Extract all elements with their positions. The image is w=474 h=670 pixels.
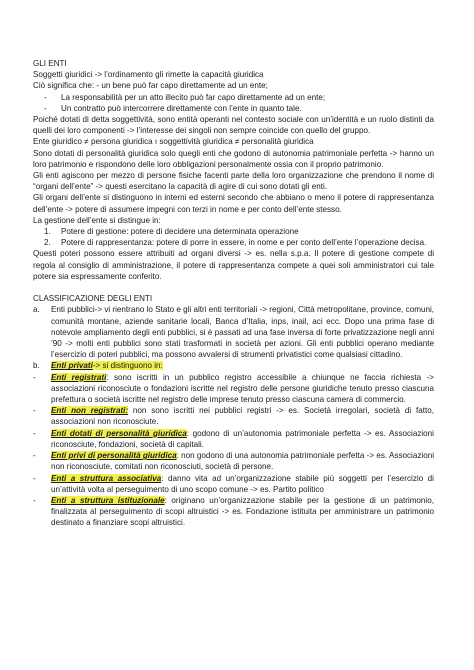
paragraph: Poiché dotati di detta soggettività, sono entità operanti nel contesto sociale con un’identità e un ruolo distinti da quelli dei loro componenti -> l’interesse dei singoli non sempre coincide con quello del gruppo. [33, 115, 434, 136]
list-item [33, 92, 434, 103]
list-marker: b. [33, 361, 40, 371]
list-text: Potere di gestione: potere di decidere una determinata operazione [61, 227, 299, 237]
term: Enti dotati di personalità giuridica [51, 428, 187, 438]
list-marker: - [33, 428, 36, 438]
paragraph: Ente giuridico ≠ persona giuridica ı soggettività giuridica ≠ personalità giuridica [33, 137, 314, 147]
list-marker: - [33, 406, 36, 416]
list-text: Potere di rappresentanza: potere di porre in essere, in nome e per conto dell’ente l’operazione decisa. [61, 238, 427, 248]
term-description: : non godono di una autonomia patrimoniale perfetta -> es. Associazioni non riconosciute, comitati non riconosciuti, società di persone. [51, 451, 434, 472]
term-description: : sono iscritti in un pubblico registro accessibile a chiunque ne faccia richiesta -> associazioni riconosciute o fondazioni iscritte nel registro delle persone giuridiche tenuto presso ciascuna prefettura o società iscritte nel registro delle imprese tenuto presso ciascuna camera di commercio. [51, 372, 435, 405]
term: Enti registrati [51, 372, 107, 382]
term-description: : originano un’organizzazione stabile per la gestione di un patrimonio, finalizzata al perseguimento di scopi altruistici -> es. Fondazione istituita per amministrare un patrimonio destinato a finanziare scopi altruistici. [51, 495, 434, 528]
dash-item [33, 405, 434, 427]
term-description: non sono iscritti nei pubblici registri -> es. Società irregolari, società di fatto, associazioni non riconosciute. [51, 406, 434, 427]
list-marker: 2. [44, 238, 51, 248]
list-marker: - [33, 495, 36, 505]
list-marker: - [33, 473, 36, 483]
term: Enti a struttura associativa [51, 473, 162, 483]
paragraph: Sono dotati di personalità giuridica solo quegli enti che godono di autonomia patrimoniale perfetta -> hanno un loro patrimonio e rispondono delle loro obbligazioni personalmente ossia con il proprio patrimonio. [33, 148, 434, 169]
section-heading: CLASSIFICAZIONE DEGLI ENTI [33, 294, 153, 304]
list-marker: - [33, 451, 36, 461]
numbered-item [33, 226, 434, 237]
dash-item [33, 428, 434, 450]
list-marker: 1. [44, 227, 51, 237]
dash-item [33, 450, 434, 472]
section-heading: GLI ENTI [33, 59, 67, 68]
list-item [33, 103, 434, 114]
list-text: La responsabilità per un atto illecito può far capo direttamente ad un ente; [61, 92, 326, 102]
list-marker: - [33, 372, 36, 382]
term: Enti a struttura istituzionale [51, 495, 165, 505]
paragraph: Gli organi dell’ente si distinguono in interni ed esterni secondo che abbiano o meno il potere di rappresentanza dell’ente -> potere di assumere impegni con terzi in nome e per conto dell’ente stesso. [33, 193, 434, 214]
term-description: : godono di un’autonomia patrimoniale perfetta -> es. Associazioni riconosciute, fondazioni, società di capitali. [51, 428, 434, 449]
paragraph: Soggetti giuridici -> l’ordinamento gli rimette la capacità giuridica [33, 70, 264, 80]
dash-item [33, 372, 434, 406]
highlighted-text [51, 361, 163, 370]
term-description: -> si distinguono in: [92, 361, 163, 371]
paragraph: Ciò significa che: - un bene può far capo direttamente ad un ente; [33, 81, 268, 91]
term: Enti non registrati: [51, 406, 129, 416]
term-description: : danno vita ad un’organizzazione stabile più soggetti per l’esercizio di un’attività volta al perseguimento di uno scopo comune -> es. Partito politico [51, 473, 434, 494]
paragraph: Questi poteri possono essere attribuiti ad organi diversi -> es. nella s.p.a. Il potere di gestione compete di regola al consiglio di amministrazione, il potere di rappresentanza compete a quei soli amministratori cui tale potere sia espressamente conferito. [33, 249, 434, 281]
list-marker: - [44, 92, 47, 102]
dash-item [33, 473, 434, 495]
paragraph: La gestione dell’ente si distingue in: [33, 215, 161, 225]
list-text: Un contratto può intercorrere direttamente con l’ente in quanto tale. [61, 103, 302, 113]
term: Enti privi di personalità giuridica [51, 451, 177, 461]
list-text: Enti pubblici-> vi rientrano lo Stato e gli altri enti territoriali -> regioni, Città metropolitane, province, comuni, comunità montane, aziende sanitarie locali, Banca d’Italia, inps, inail, aci ecc. Dopo una prima fase di notevole ampliamento degli enti pubblici, si è passati ad una fase inversa di forte privatizzazione negli anni ’90 -> molti enti pubblici sono stati trasformati in società per azioni. Gli enti pubblici operano mediante l’esercizio di poteri pubblici, ma possono avvalersi di strumenti privatistici come qualsiasi cittadino. [51, 305, 434, 360]
lettered-item [33, 360, 434, 371]
dash-item [33, 495, 434, 529]
numbered-item [33, 237, 434, 248]
list-marker: - [44, 103, 47, 113]
paragraph: Gli enti agiscono per mezzo di persone fisiche facenti parte della loro organizzazione che prendono il nome di “organi dell’ente” -> questi esercitano la capacità di agire di cui sono dotati gli enti. [33, 171, 434, 192]
term: Enti privati [51, 361, 93, 371]
lettered-item [33, 304, 434, 360]
list-marker: a. [33, 305, 40, 315]
